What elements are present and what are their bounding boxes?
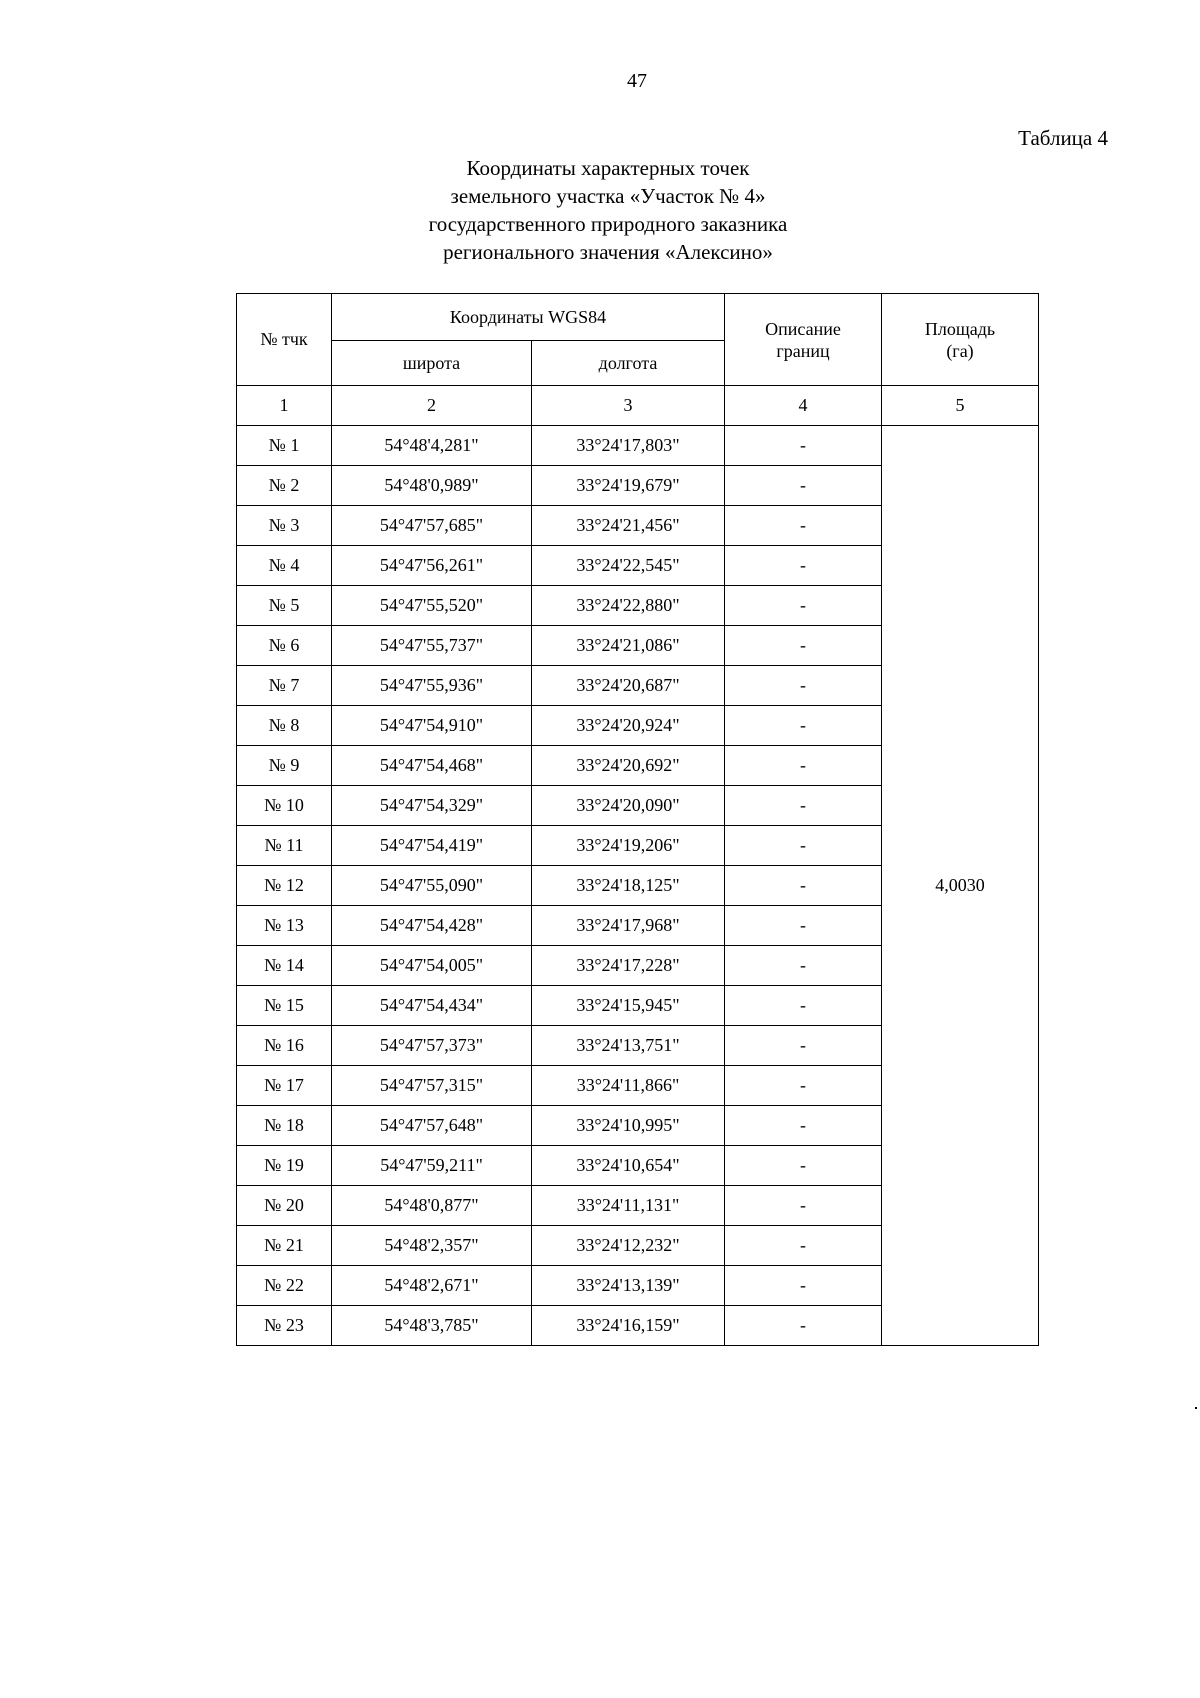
latitude-cell: 54°47'54,329" xyxy=(332,786,532,826)
coordinates-table xyxy=(236,293,1039,1346)
point-cell: № 1 xyxy=(237,426,332,466)
column-number-row xyxy=(237,386,1039,426)
description-cell: - xyxy=(725,1026,882,1066)
longitude-cell: 33°24'17,228" xyxy=(532,946,725,986)
description-cell: - xyxy=(725,826,882,866)
point-cell: № 22 xyxy=(237,1266,332,1306)
latitude-cell: 54°47'54,910" xyxy=(332,706,532,746)
point-cell: № 20 xyxy=(237,1186,332,1226)
point-cell: № 10 xyxy=(237,786,332,826)
description-cell: - xyxy=(725,706,882,746)
latitude-cell: 54°47'55,737" xyxy=(332,626,532,666)
latitude-cell: 54°47'59,211" xyxy=(332,1146,532,1186)
column-number: 4 xyxy=(725,386,882,426)
column-number: 1 xyxy=(237,386,332,426)
header-coordinates xyxy=(332,294,725,341)
latitude-cell: 54°47'57,373" xyxy=(332,1026,532,1066)
description-cell: - xyxy=(725,986,882,1026)
header-area xyxy=(882,294,1039,386)
description-cell: - xyxy=(725,1306,882,1346)
point-cell: № 7 xyxy=(237,666,332,706)
longitude-cell: 33°24'16,159" xyxy=(532,1306,725,1346)
latitude-cell: 54°48'3,785" xyxy=(332,1306,532,1346)
point-cell: № 12 xyxy=(237,866,332,906)
description-cell: - xyxy=(725,906,882,946)
longitude-cell: 33°24'22,545" xyxy=(532,546,725,586)
point-cell: № 13 xyxy=(237,906,332,946)
latitude-cell: 54°47'55,520" xyxy=(332,586,532,626)
latitude-cell: 54°47'55,936" xyxy=(332,666,532,706)
longitude-cell: 33°24'13,139" xyxy=(532,1266,725,1306)
point-cell: № 4 xyxy=(237,546,332,586)
latitude-cell: 54°48'0,877" xyxy=(332,1186,532,1226)
description-cell: - xyxy=(725,626,882,666)
header-area-line: (га) xyxy=(946,340,974,361)
point-cell: № 3 xyxy=(237,506,332,546)
latitude-cell: 54°47'57,648" xyxy=(332,1106,532,1146)
longitude-cell: 33°24'11,131" xyxy=(532,1186,725,1226)
longitude-cell: 33°24'11,866" xyxy=(532,1066,725,1106)
point-cell: № 6 xyxy=(237,626,332,666)
latitude-cell: 54°47'55,090" xyxy=(332,866,532,906)
point-cell: № 19 xyxy=(237,1146,332,1186)
point-cell: № 15 xyxy=(237,986,332,1026)
longitude-cell: 33°24'18,125" xyxy=(532,866,725,906)
point-cell: № 21 xyxy=(237,1226,332,1266)
description-cell: - xyxy=(725,586,882,626)
description-cell: - xyxy=(725,1066,882,1106)
column-number: 3 xyxy=(532,386,725,426)
table-label: Таблица 4 xyxy=(1018,126,1108,150)
longitude-cell: 33°24'20,687" xyxy=(532,666,725,706)
longitude-cell: 33°24'21,456" xyxy=(532,506,725,546)
header-description xyxy=(725,294,882,386)
description-cell: - xyxy=(725,746,882,786)
description-cell: - xyxy=(725,666,882,706)
description-cell: - xyxy=(725,506,882,546)
point-cell: № 11 xyxy=(237,826,332,866)
description-cell: - xyxy=(725,1146,882,1186)
title-line: земельного участка «Участок № 4» xyxy=(450,184,766,208)
description-cell: - xyxy=(725,1226,882,1266)
longitude-cell: 33°24'20,090" xyxy=(532,786,725,826)
latitude-cell: 54°47'56,261" xyxy=(332,546,532,586)
longitude-cell: 33°24'21,086" xyxy=(532,626,725,666)
header-latitude: широта xyxy=(332,341,532,386)
description-cell: - xyxy=(725,786,882,826)
longitude-cell: 33°24'17,803" xyxy=(532,426,725,466)
longitude-cell: 33°24'10,654" xyxy=(532,1146,725,1186)
latitude-cell: 54°47'54,419" xyxy=(332,826,532,866)
latitude-cell: 54°48'0,989" xyxy=(332,466,532,506)
longitude-cell: 33°24'13,751" xyxy=(532,1026,725,1066)
latitude-cell: 54°47'57,315" xyxy=(332,1066,532,1106)
area-cell: 4,0030 xyxy=(882,426,1039,1346)
longitude-cell: 33°24'20,692" xyxy=(532,746,725,786)
point-cell: № 18 xyxy=(237,1106,332,1146)
margin-mark xyxy=(1195,1407,1197,1409)
header-coordinates-label: Координаты WGS84 xyxy=(449,306,607,327)
title-line: регионального значения «Алексино» xyxy=(443,240,773,264)
description-cell: - xyxy=(725,546,882,586)
longitude-cell: 33°24'12,232" xyxy=(532,1226,725,1266)
latitude-cell: 54°47'54,428" xyxy=(332,906,532,946)
longitude-cell: 33°24'10,995" xyxy=(532,1106,725,1146)
description-cell: - xyxy=(725,866,882,906)
header-area-line: Площадь xyxy=(924,318,996,339)
point-cell: № 5 xyxy=(237,586,332,626)
description-cell: - xyxy=(725,426,882,466)
point-cell: № 9 xyxy=(237,746,332,786)
point-cell: № 2 xyxy=(237,466,332,506)
description-cell: - xyxy=(725,1186,882,1226)
header-point-label: № тчк xyxy=(260,329,308,349)
latitude-cell: 54°48'2,357" xyxy=(332,1226,532,1266)
latitude-cell: 54°47'57,685" xyxy=(332,506,532,546)
page-number: 47 xyxy=(627,70,647,92)
longitude-cell: 33°24'22,880" xyxy=(532,586,725,626)
longitude-cell: 33°24'20,924" xyxy=(532,706,725,746)
table-body xyxy=(237,426,1039,1346)
latitude-cell: 54°47'54,005" xyxy=(332,946,532,986)
description-cell: - xyxy=(725,946,882,986)
column-number: 2 xyxy=(332,386,532,426)
latitude-cell: 54°48'2,671" xyxy=(332,1266,532,1306)
point-cell: № 23 xyxy=(237,1306,332,1346)
column-number: 5 xyxy=(882,386,1039,426)
header-longitude: долгота xyxy=(532,341,725,386)
header-description-line: границ xyxy=(776,340,830,361)
description-cell: - xyxy=(725,466,882,506)
header-description-line: Описание xyxy=(765,318,841,339)
point-cell: № 16 xyxy=(237,1026,332,1066)
longitude-cell: 33°24'19,206" xyxy=(532,826,725,866)
description-cell: - xyxy=(725,1266,882,1306)
point-cell: № 17 xyxy=(237,1066,332,1106)
document-title xyxy=(0,154,1200,266)
title-line: Координаты характерных точек xyxy=(466,156,750,180)
header-point xyxy=(237,294,332,386)
latitude-cell: 54°47'54,434" xyxy=(332,986,532,1026)
point-cell: № 14 xyxy=(237,946,332,986)
title-line: государственного природного заказника xyxy=(428,212,788,236)
longitude-cell: 33°24'17,968" xyxy=(532,906,725,946)
longitude-cell: 33°24'19,679" xyxy=(532,466,725,506)
table-row xyxy=(237,426,1039,466)
description-cell: - xyxy=(725,1106,882,1146)
latitude-cell: 54°47'54,468" xyxy=(332,746,532,786)
point-cell: № 8 xyxy=(237,706,332,746)
longitude-cell: 33°24'15,945" xyxy=(532,986,725,1026)
latitude-cell: 54°48'4,281" xyxy=(332,426,532,466)
